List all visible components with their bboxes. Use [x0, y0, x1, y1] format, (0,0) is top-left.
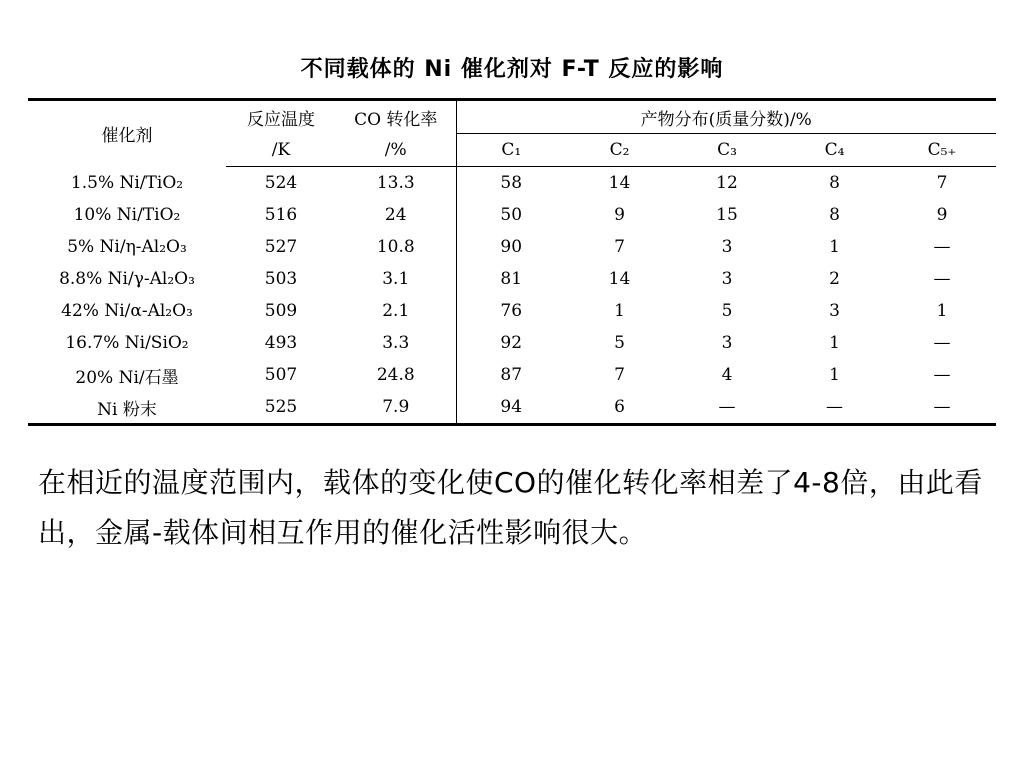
- c5-cell: —: [933, 333, 951, 353]
- table-row: [28, 231, 996, 263]
- c2-cell: 7: [614, 237, 625, 257]
- c2-cell: 6: [566, 391, 673, 425]
- catalyst-cell: Ni 粉末: [28, 391, 226, 425]
- header-products: 产物分布(质量分数)/%: [456, 100, 996, 134]
- co-cell: 24.8: [336, 359, 456, 391]
- c5-cell: 9: [936, 205, 948, 225]
- temp-cell: 527: [264, 237, 298, 257]
- c1-cell: 92: [500, 333, 523, 353]
- c1-cell: 90: [500, 237, 523, 257]
- table-row: [28, 295, 996, 327]
- catalyst-cell: 42% Ni/α-Al₂O₃: [61, 301, 193, 321]
- header-co-unit: /%: [336, 134, 456, 167]
- temp-cell: 507: [264, 365, 298, 385]
- caption-text: 在相近的温度范围内，载体的变化使CO的催化转化率相差了4-8倍，由此看出，金属-载体间相互作用的催化活性影响很大。: [38, 466, 983, 549]
- header-c4: C₄: [781, 134, 888, 167]
- header-c1: C₁: [456, 134, 566, 167]
- temp-cell: 516: [264, 205, 298, 225]
- header-c3: C₃: [673, 134, 781, 167]
- temp-cell: 525: [226, 391, 336, 425]
- c3-cell: 3: [721, 269, 733, 289]
- table-row: [28, 359, 996, 391]
- catalyst-cell: 16.7% Ni/SiO₂: [65, 333, 189, 353]
- header-c2: C₂: [566, 134, 673, 167]
- temp-cell: 503: [264, 269, 298, 289]
- c1-cell: 76: [500, 301, 523, 321]
- co-cell: 10.8: [336, 231, 456, 263]
- header-c5: C₅₊: [888, 134, 996, 167]
- header-catalyst: 催化剂: [28, 100, 226, 167]
- table-row: [28, 199, 996, 231]
- c4-cell: 1: [829, 237, 840, 257]
- temp-cell: 524: [264, 173, 298, 193]
- c5-cell: 7: [936, 173, 948, 193]
- co-cell: 13.3: [336, 167, 456, 200]
- c4-cell: 8: [829, 205, 840, 225]
- c5-cell: —: [933, 365, 951, 385]
- c5-cell: 1: [936, 301, 948, 321]
- c2-cell: 14: [608, 269, 631, 289]
- c1-cell: 81: [500, 269, 523, 289]
- c4-cell: —: [781, 391, 888, 425]
- table-row: [28, 263, 996, 295]
- c2-cell: 14: [608, 173, 631, 193]
- c5-cell: —: [933, 269, 951, 289]
- c3-cell: 5: [721, 301, 733, 321]
- co-cell: 24: [336, 199, 456, 231]
- c3-cell: 3: [721, 333, 733, 353]
- c1-cell: 50: [500, 205, 523, 225]
- co-cell: 7.9: [336, 391, 456, 425]
- c3-cell: 4: [721, 365, 733, 385]
- catalyst-cell: 10% Ni/TiO₂: [73, 205, 181, 225]
- catalyst-cell: 5% Ni/η-Al₂O₃: [67, 237, 187, 257]
- c5-cell: —: [933, 237, 951, 257]
- table-title: 不同载体的 Ni 催化剂对 F-T 反应的影响: [300, 57, 724, 82]
- co-cell: 3.3: [336, 327, 456, 359]
- c5-cell: —: [888, 391, 996, 425]
- table-row: [28, 167, 996, 200]
- c2-cell: 7: [614, 365, 625, 385]
- table-row: [28, 391, 996, 425]
- c3-cell: 3: [721, 237, 733, 257]
- c4-cell: 1: [829, 333, 840, 353]
- header-temp-unit: /K: [226, 134, 336, 167]
- c3-cell: 12: [716, 173, 738, 193]
- c1-cell: 87: [500, 365, 523, 385]
- c4-cell: 2: [829, 269, 840, 289]
- temp-cell: 509: [264, 301, 298, 321]
- header-co: CO 转化率: [336, 100, 456, 134]
- c1-cell: 58: [500, 173, 523, 193]
- catalyst-cell: 20% Ni/石墨: [75, 367, 179, 388]
- c3-cell: 15: [716, 205, 738, 225]
- c4-cell: 1: [829, 365, 840, 385]
- c4-cell: 8: [829, 173, 840, 193]
- c3-cell: —: [673, 391, 781, 425]
- c2-cell: 9: [614, 205, 625, 225]
- c4-cell: 3: [829, 301, 840, 321]
- temp-cell: 493: [264, 333, 298, 353]
- header-temp: 反应温度: [226, 100, 336, 134]
- catalyst-cell: 8.8% Ni/γ-Al₂O₃: [59, 269, 195, 289]
- table-row: [28, 327, 996, 359]
- catalyst-cell: 1.5% Ni/TiO₂: [70, 172, 184, 193]
- catalyst-table: [28, 98, 996, 426]
- c2-cell: 5: [614, 333, 625, 353]
- co-cell: 2.1: [336, 295, 456, 327]
- c2-cell: 1: [614, 301, 625, 321]
- co-cell: 3.1: [336, 263, 456, 295]
- c1-cell: 94: [456, 391, 566, 425]
